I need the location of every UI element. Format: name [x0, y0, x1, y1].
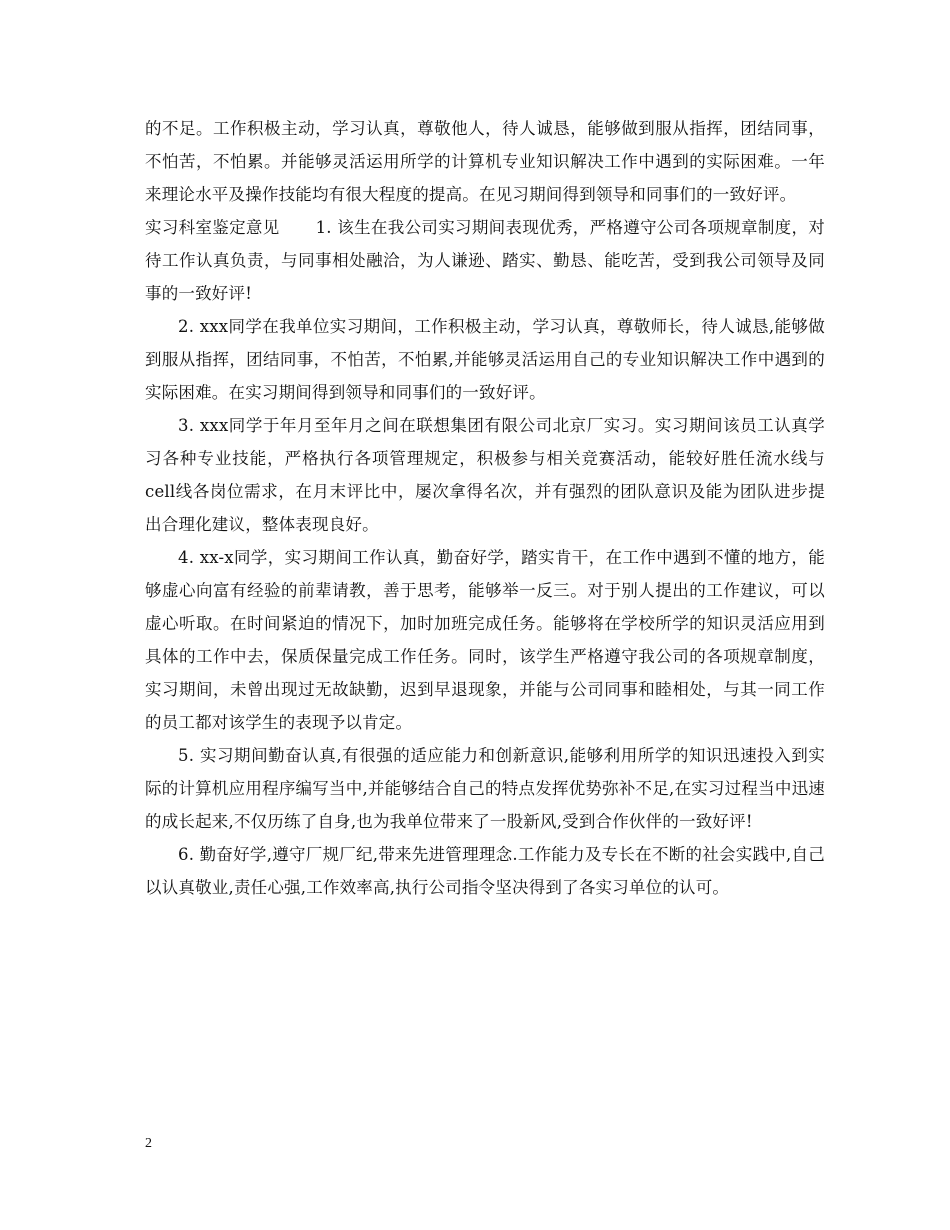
appraisal-item-2: 2. xxx同学在我单位实习期间，工作积极主动，学习认真，尊敬师长，待人诚恳,能够做到服从指挥，团结同事，不怕苦，不怕累,并能够灵活运用自己的专业知识解决工作中遇到的实际困难。在实习期间得到领导和同事们的一致好评。: [145, 317, 825, 402]
section-paragraph-1: [145, 211, 825, 310]
section-label: 实习科室鉴定意见: [145, 218, 280, 237]
appraisal-item-4: 4. xx-x同学，实习期间工作认真，勤奋好学，踏实肯干，在工作中遇到不懂的地方，能够虚心向富有经验的前辈请教，善于思考，能够举一反三。对于别人提出的工作建议，可以虚心听取。在时间紧迫的情况下，加时加班完成任务。能够将在学校所学的知识灵活应用到具体的工作中去，保质保量完成工作任务。同时，该学生严格遵守我公司的各项规章制度，实习期间，未曾出现过无故缺勤，迟到早退现象，并能与公司同事和睦相处，与其一同工作的员工都对该学生的表现予以肯定。: [145, 548, 825, 732]
appraisal-item-5: 5. 实习期间勤奋认真,有很强的适应能力和创新意识,能够利用所学的知识迅速投入到实际的计算机应用程序编写当中,并能够结合自己的特点发挥优势弥补不足,在实习过程当中迅速的成长起来,不仅历练了自身,也为我单位带来了一股新风,受到合作伙伴的一致好评!: [145, 746, 825, 831]
appraisal-item-1: 1. 该生在我公司实习期间表现优秀，严格遵守公司各项规章制度，对待工作认真负责，与同事相处融洽，为人谦逊、踏实、勤恳、能吃苦，受到我公司领导及同事的一致好评!: [145, 218, 825, 303]
document-body: [145, 112, 825, 904]
intro-paragraph: 的不足。工作积极主动，学习认真，尊敬他人，待人诚恳，能够做到服从指挥，团结同事，不怕苦，不怕累。并能够灵活运用所学的计算机专业知识解决工作中遇到的实际困难。一年来理论水平及操作技能均有很大程度的提高。在见习期间得到领导和同事们的一致好评。: [145, 119, 825, 204]
appraisal-item-6: 6. 勤奋好学,遵守厂规厂纪,带来先进管理理念.工作能力及专长在不断的社会实践中,自己以认真敬业,责任心强,工作效率高,执行公司指令坚决得到了各实习单位的认可。: [145, 845, 825, 897]
appraisal-item-3: 3. xxx同学于年月至年月之间在联想集团有限公司北京厂实习。实习期间该员工认真学习各种专业技能，严格执行各项管理规定，积极参与相关竞赛活动，能较好胜任流水线与cell线各岗位需求，在月末评比中，屡次拿得名次，并有强烈的团队意识及能为团队进步提出合理化建议，整体表现良好。: [145, 416, 825, 534]
page-number: 2: [145, 1136, 152, 1151]
